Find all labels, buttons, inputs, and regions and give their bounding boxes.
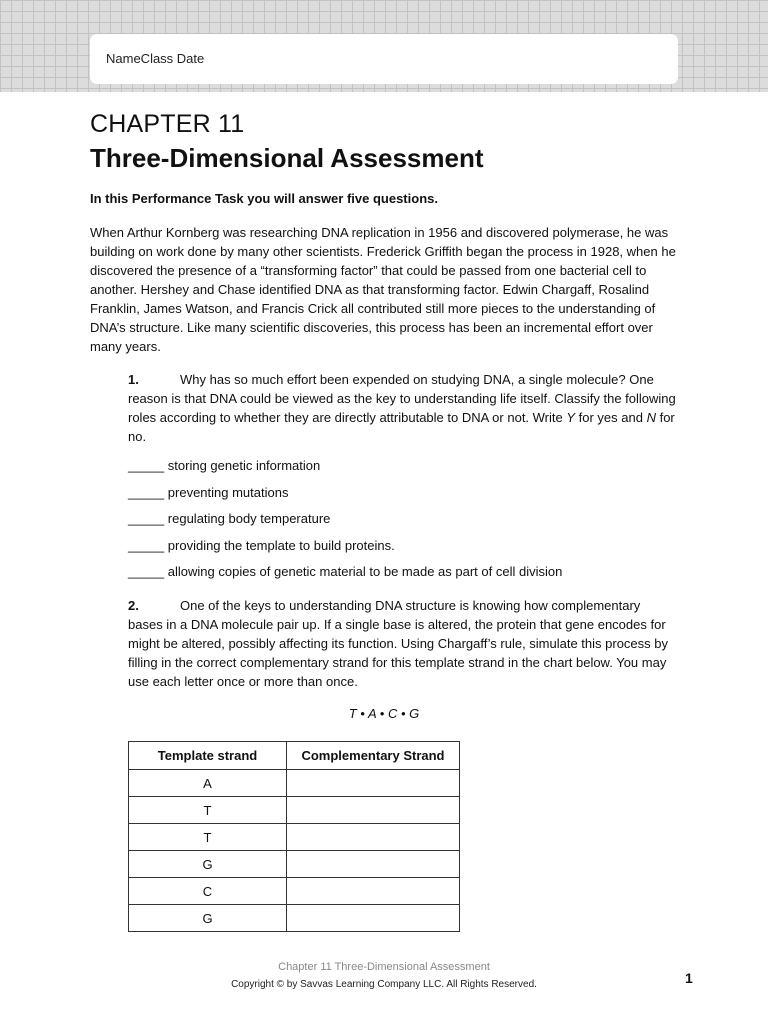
- footer-chapter-title: Chapter 11 Three-Dimensional Assessment: [278, 961, 490, 973]
- template-base-cell: T: [129, 824, 287, 851]
- table-row: [129, 905, 460, 932]
- list-item: [128, 509, 562, 536]
- question-1-number: 1.: [128, 372, 139, 387]
- answer-blank[interactable]: _____: [128, 458, 165, 473]
- template-base-cell: A: [129, 770, 287, 797]
- role-list: [128, 456, 562, 589]
- template-base-cell: G: [129, 851, 287, 878]
- question-1: [128, 370, 676, 446]
- list-item: [128, 562, 562, 589]
- name-class-date-field[interactable]: [90, 34, 678, 84]
- answer-blank[interactable]: _____: [128, 484, 165, 500]
- page-title: Three-Dimensional Assessment: [90, 143, 484, 173]
- page-number: 1: [685, 970, 693, 986]
- answer-blank[interactable]: _____: [128, 511, 165, 526]
- complementary-base-cell[interactable]: [287, 851, 460, 878]
- intro-text: In this Performance Task you will answer five questions.: [90, 191, 438, 206]
- answer-blank[interactable]: _____: [128, 564, 165, 579]
- template-strand-header: Template strand: [129, 742, 287, 770]
- table-row: [129, 851, 460, 878]
- complementary-base-cell[interactable]: [287, 905, 460, 932]
- complementary-strand-header: Complementary Strand: [287, 742, 460, 770]
- role-label: preventing mutations: [167, 484, 289, 500]
- complementary-base-cell[interactable]: [287, 824, 460, 851]
- no-letter: N: [646, 410, 656, 425]
- name-class-date-label: NameClass Date: [106, 51, 205, 66]
- template-base-cell: G: [129, 905, 287, 932]
- role-label: allowing copies of genetic material to be made as part of cell division: [167, 564, 563, 579]
- question-1-text: Why has so much effort been expended on studying DNA, a single molecule? One reason is that DNA could be viewed as the key to understanding life itself. Classify the following roles according to whether they are directly attributable to DNA or not. Write: [128, 372, 676, 425]
- list-item: [128, 536, 562, 563]
- header-grid-band: [0, 0, 768, 92]
- yes-letter: Y: [566, 410, 576, 425]
- question-2-number: 2.: [128, 598, 139, 613]
- table-row: [129, 824, 460, 851]
- role-label: storing genetic information: [167, 458, 321, 473]
- background-paragraph: When Arthur Kornberg was researching DNA replication in 1956 and discovered polymerase, he was building on work done by many other scientists. Frederick Griffith began the process in 1928, when he discovered the presence of a “transforming factor” that could be passed from one bacterial cell to another. Hershey and Chase identified DNA as that transforming factor. Edwin Chargaff, Rosalind Franklin, James Watson, and Francis Crick all contributed still more pieces to the understanding of DNA’s structure. Like many scientific discoveries, this process has been an incremental effort over many years.: [90, 225, 676, 354]
- list-item: [128, 483, 562, 510]
- template-base-cell: T: [129, 797, 287, 824]
- complementary-base-cell[interactable]: [287, 797, 460, 824]
- table-row: [129, 770, 460, 797]
- role-label: regulating body temperature: [167, 511, 331, 526]
- chapter-label: CHAPTER 11: [90, 110, 245, 138]
- table-header-row: [129, 742, 460, 770]
- question-1-text-c: for no.: [128, 410, 675, 444]
- dna-strand-table: [128, 741, 460, 932]
- table-row: [129, 797, 460, 824]
- letter-choices: T • A • C • G: [348, 706, 420, 721]
- copyright-notice: Copyright © by Savvas Learning Company LLC. All Rights Reserved.: [231, 979, 537, 990]
- question-1-text-b: for yes and: [575, 410, 647, 425]
- complementary-base-cell[interactable]: [287, 878, 460, 905]
- question-2-text: One of the keys to understanding DNA structure is knowing how complementary bases in a DNA molecule pair up. If a single base is altered, the protein that gene encodes for might be altered, possibly affecting its function. Using Chargaff’s rule, simulate this process by filling in the correct complementary strand for this template strand in the chart below. You may use each letter once or more than once.: [128, 598, 669, 689]
- template-base-cell: C: [129, 878, 287, 905]
- table-row: [129, 878, 460, 905]
- question-2: [128, 596, 676, 691]
- answer-blank[interactable]: _____: [128, 537, 165, 553]
- role-label: providing the template to build proteins.: [167, 537, 395, 553]
- complementary-base-cell[interactable]: [287, 770, 460, 797]
- list-item: [128, 456, 562, 483]
